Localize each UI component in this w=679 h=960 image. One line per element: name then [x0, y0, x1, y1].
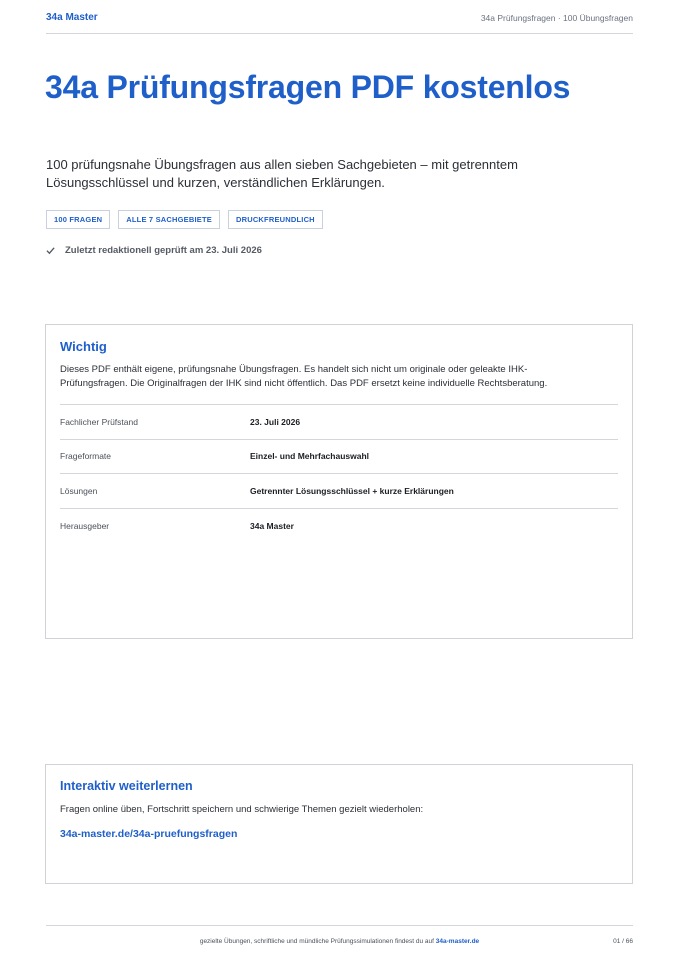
review-text: Zuletzt redaktionell geprüft am 23. Juli 2026 — [65, 245, 262, 256]
tag-badge: DRUCKFREUNDLICH — [228, 210, 323, 229]
footer-divider — [46, 925, 633, 926]
row-key: Herausgeber — [60, 520, 110, 531]
info-table — [60, 405, 618, 543]
row-value: 34a Master — [250, 520, 294, 531]
table-row — [60, 474, 618, 509]
table-row — [60, 405, 618, 440]
table-row — [60, 440, 618, 475]
page-header — [46, 12, 633, 34]
tag-list — [46, 210, 323, 229]
row-value: Einzel- und Mehrfachauswahl — [250, 451, 370, 462]
footer-link[interactable]: 34a-master.de — [435, 938, 480, 945]
tag-badge: 100 FRAGEN — [46, 210, 110, 229]
interactive-link[interactable]: 34a-master.de/34a-pruefungsfragen — [60, 828, 238, 840]
interactive-box — [45, 764, 633, 884]
important-title: Wichtig — [60, 339, 107, 354]
page-subtitle: 100 prüfungsnahe Übungsfragen aus allen sieben Sachgebieten – mit getrenntem Lösungsschlüssel und kurzen, verständlichen Erklärungen. — [46, 157, 518, 190]
footer-text: gezielte Übungen, schriftliche und mündliche Prüfungssimulationen findest du auf — [199, 938, 434, 945]
important-text: Dieses PDF enthält eigene, prüfungsnahe Übungsfragen. Es handelt sich nicht um originale oder geleakte IHK-Prüfungsfragen. Die Originalfragen der IHK sind nicht öffentlich. Das PDF ersetzt keine individuelle Rechtsberatung. — [60, 364, 548, 389]
check-icon — [46, 246, 55, 255]
row-key: Lösungen — [60, 485, 98, 496]
important-box — [45, 324, 633, 639]
page-number: 01 / 66 — [613, 938, 633, 945]
interactive-text: Fragen online üben, Fortschritt speichern und schwierige Themen gezielt wiederholen: — [60, 804, 424, 815]
review-note — [46, 245, 262, 256]
interactive-title: Interaktiv weiterlernen — [60, 779, 193, 793]
footer-note — [0, 938, 679, 945]
brand-name[interactable]: 34a Master — [46, 12, 98, 23]
table-row — [60, 509, 618, 544]
tag-badge: ALLE 7 SACHGEBIETE — [118, 210, 220, 229]
header-caption: 34a Prüfungsfragen · 100 Übungsfragen — [480, 13, 633, 23]
page-title: 34a Prüfungsfragen PDF kostenlos — [45, 69, 571, 105]
row-key: Fachlicher Prüfstand — [60, 416, 138, 427]
row-key: Frageformate — [60, 451, 112, 462]
row-value: 23. Juli 2026 — [250, 416, 301, 427]
row-value: Getrennter Lösungsschlüssel + kurze Erklärungen — [250, 485, 454, 496]
